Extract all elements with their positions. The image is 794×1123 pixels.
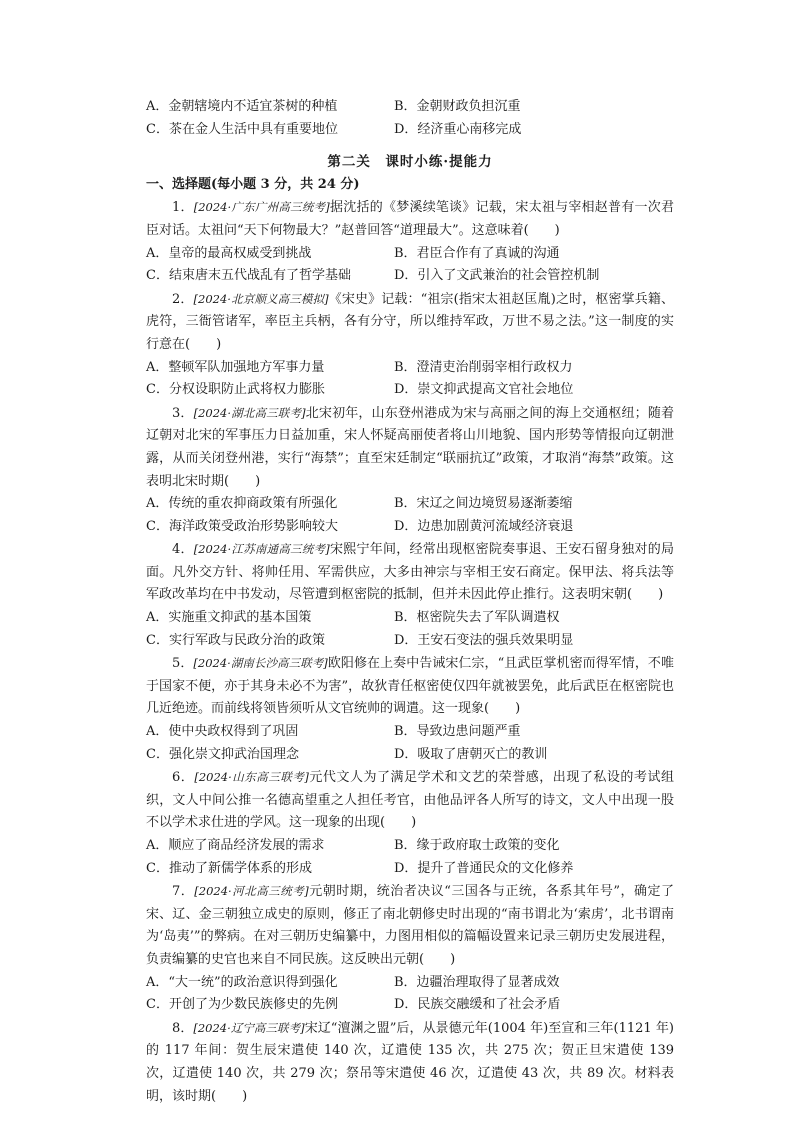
option-row: [146, 265, 674, 288]
option-a: A．顺应了商品经济发展的需求: [146, 838, 325, 853]
option-a: A．传统的重农抑商政策有所强化: [146, 496, 338, 512]
question-number: 4．: [172, 542, 194, 558]
question-source: [2024·河北高三统考]: [194, 884, 309, 899]
question-number: 2．: [172, 291, 194, 307]
option-row: [146, 994, 674, 1017]
question-number: 7．: [172, 884, 195, 900]
question: [146, 538, 674, 652]
option-row: [146, 243, 674, 266]
question: [146, 196, 674, 287]
question-source: [2024·辽宁高三联考]: [193, 1020, 305, 1035]
option-row: [146, 630, 674, 653]
question-source: [2024·广东广州高三统考]: [193, 200, 330, 215]
question: [146, 652, 674, 766]
question-source: [2024·湖北高三联考]: [193, 405, 306, 420]
section-title: 第二关 课时小练·提能力: [327, 154, 493, 171]
option-c: C．海洋政策受政治形势影响较大: [146, 518, 338, 534]
question-number: 6．: [172, 770, 195, 786]
option-a: A．使中央政权得到了巩固: [146, 724, 299, 740]
option-b: B．澄清吏治削弱宰相行政权力: [394, 359, 573, 375]
option-row: [146, 607, 674, 630]
document-page: [146, 96, 674, 1108]
question-source: [2024·湖南长沙高三联考]: [193, 656, 328, 671]
question: [146, 288, 674, 402]
option-a: A．实施重文抑武的基本国策: [146, 610, 312, 626]
question-number: 8．: [172, 1020, 194, 1036]
question-stem-block: [146, 538, 674, 607]
question-stem: 元朝时期，统治者决议“三国各与正统，各系其年号”，确定了宋、辽、金三朝独立成史的原则，修正了南北朝修史时出现的“南书谓北为‘索虏’，北书谓南为‘岛夷’”的弊病。在对三朝历史编纂中，力图用相似的篇幅设置来记录三朝历史发展进程，负责编纂的史官也来自不同民族。这反映出元朝( ): [146, 884, 674, 967]
question-number: 1．: [172, 200, 194, 216]
option-row: [146, 96, 674, 119]
question: [146, 402, 674, 539]
question-stem-block: [146, 652, 674, 721]
question-stem: 宋熙宁年间，经常出现枢密院奏事退、王安石留身独对的局面。凡外交方针、将帅任用、军需供应，大多由神宗与宰相王安石商定。保甲法、将兵法等军政改革均在中书发动，尽管遭到枢密院的抵制，但并未因此停止推行。这表明宋朝( ): [146, 542, 674, 603]
option-d: D．边患加剧黄河流域经济衰退: [394, 518, 574, 534]
option-d: D．引入了文武兼治的社会管控机制: [394, 268, 600, 284]
question-number: 3．: [172, 405, 194, 421]
option-a: A．皇帝的最高权威受到挑战: [146, 245, 312, 261]
option-row: [146, 744, 674, 767]
option-b: B．边疆治理取得了显著成效: [394, 974, 560, 990]
question: [146, 1017, 674, 1108]
option-b: B．导致边患问题严重: [394, 724, 521, 740]
question: [146, 766, 674, 880]
option-c: C．推动了新儒学体系的形成: [146, 860, 312, 876]
question-source: [2024·山东高三联考]: [194, 770, 309, 785]
option-c: C．实行军政与民政分治的政策: [146, 632, 325, 648]
question-stem: 北宋初年，山东登州港成为宋与高丽之间的海上交通枢纽；随着辽朝对北宋的军事压力日益加重，宋人怀疑高丽使者将山川地貌、国内形势等情报向辽朝泄露，从而关闭登州港，实行“海禁”；直至宋廷制定“联丽抗辽”政策，才取消“海禁”政策。这表明北宋时期( ): [146, 405, 674, 489]
question-stem-block: [146, 766, 674, 835]
option-row: [146, 119, 674, 142]
option-c: C．分权设职防止武将权力膨胀: [146, 382, 325, 398]
question-stem: 《宋史》记载：“祖宗(指宋太祖赵匡胤)之时，枢密掌兵籍、虎符，三衙管诸军，率臣主兵柄，各有分守，所以维持军政，万世不易之法。”这一制度的实行意在( ): [146, 291, 674, 352]
option-a: A．金朝辖境内不适宜茶树的种植: [146, 99, 338, 114]
question-stem: 宋辽“澶渊之盟”后，从景德元年(1004 年)至宣和三年(1121 年)的 117 年间：贺生辰宋遣使 140 次，辽遣使 135 次，共 275 次；贺正旦宋遣使 139 次，辽遣使 140 次，共 279 次；祭吊等宋遣使 46 次，辽遣使 43 次，共 89 次。材料表明，该时期( ): [146, 1020, 674, 1104]
sub-title: 一、选择题(每小题 3 分，共 24 分): [146, 176, 360, 192]
option-b: B．缘于政府取士政策的变化: [394, 838, 560, 853]
question-stem-block: [146, 1017, 674, 1108]
option-b: B．宋辽之间边境贸易逐渐萎缩: [394, 496, 573, 512]
question-stem: 元代文人为了满足学术和文艺的荣誉感，出现了私设的考试组织，文人中间公推一名德高望重之人担任考官，由他品评各人所写的诗文，文人中出现一股不以学术求仕进的学风。这一现象的出现( ): [146, 770, 674, 831]
option-row: [146, 357, 674, 380]
option-row: [146, 858, 674, 881]
question-stem-block: [146, 880, 674, 971]
question-stem: 欧阳修在上奏中告诫宋仁宗，“且武臣掌机密而得军情，不唯于国家不便，亦于其身未必不为害”，故狄青任枢密使仅四年就被罢免，此后武臣在枢密院也几近绝迹。而前线将领皆须听从文官统帅的调遣。这一现象( ): [146, 656, 674, 717]
question: [146, 880, 674, 1017]
option-d: D．吸取了唐朝灭亡的教训: [394, 746, 548, 762]
question-number: 5．: [172, 656, 194, 672]
option-c: C．开创了为少数民族修史的先例: [146, 997, 338, 1013]
question-source: [2024·北京顺义高三模拟]: [193, 291, 329, 306]
option-d: D．崇文抑武提高文官社会地位: [394, 382, 574, 398]
question-stem-block: [146, 196, 674, 242]
option-row: [146, 972, 674, 995]
option-c: C．茶在金人生活中具有重要地位: [146, 121, 338, 137]
question-source: [2024·江苏南通高三统考]: [193, 542, 330, 557]
question-stem-block: [146, 288, 674, 357]
option-row: [146, 516, 674, 539]
option-b: B．君臣合作有了真诚的沟通: [394, 245, 560, 261]
question-stem-block: [146, 402, 674, 493]
option-row: [146, 721, 674, 744]
option-d: D．经济重心南移完成: [394, 121, 522, 137]
option-row: [146, 493, 674, 516]
option-c: C．强化崇文抑武治国理念: [146, 746, 299, 762]
option-d: D．民族交融缓和了社会矛盾: [394, 997, 561, 1013]
prev-question-options: [146, 96, 674, 141]
option-b: B．枢密院失去了军队调遣权: [394, 610, 560, 626]
option-c: C．结束唐末五代战乱有了哲学基础: [146, 268, 351, 284]
question-stem: 据沈括的《梦溪续笔谈》记载，宋太祖与宰相赵普有一次君臣对话。太祖问“天下何物最大？”赵普回答“道理最大”。这意味着( ): [146, 200, 674, 238]
option-a: A．整顿军队加强地方军事力量: [146, 359, 325, 375]
option-d: D．提升了普通民众的文化修养: [394, 860, 574, 876]
option-row: [146, 379, 674, 402]
option-a: A．“大一统”的政治意识得到强化: [146, 974, 338, 990]
option-b: B．金朝财政负担沉重: [394, 99, 521, 114]
option-row: [146, 835, 674, 858]
option-d: D．王安石变法的强兵效果明显: [394, 632, 574, 648]
